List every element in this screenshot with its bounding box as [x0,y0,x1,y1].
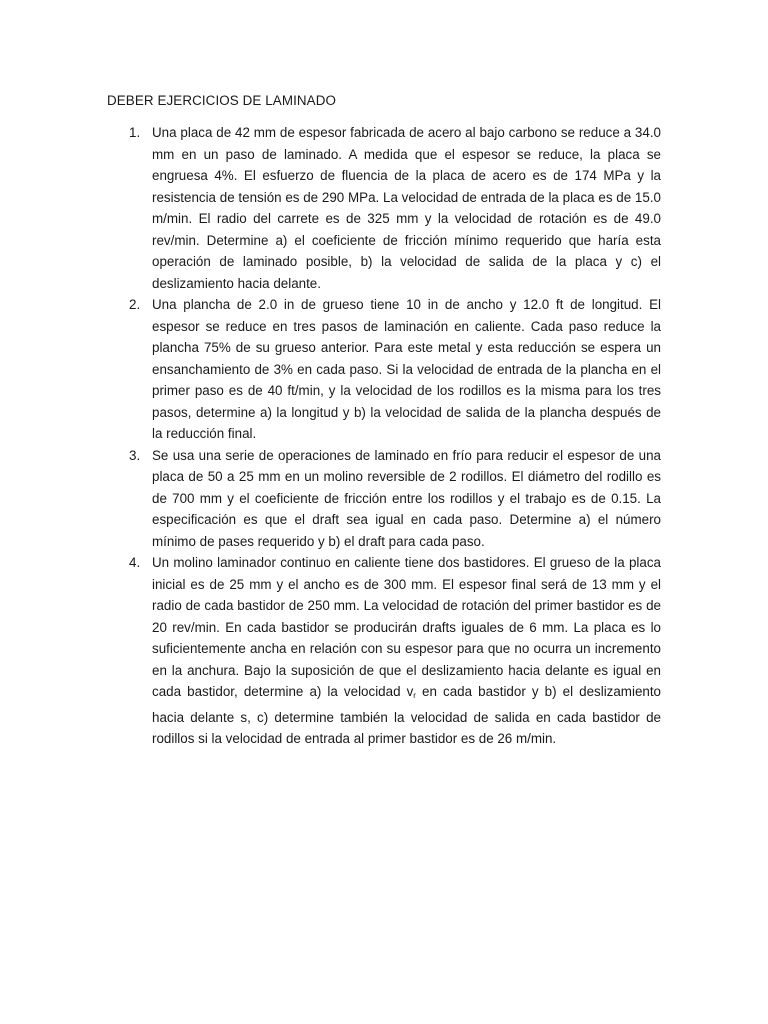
exercise-number: 1. [129,125,141,140]
exercise-number: 3. [129,447,141,463]
exercise-item-2 [107,294,661,445]
exercise-text-part: en cada bastidor y b) el deslizamiento hacia delante s, c) determine también la velocidad de salida en cada bastidor de rodillos si la velocidad de entrada al primer bastidor es de 26 m/min. [152,684,662,746]
velocity-subscript: r [413,691,416,700]
exercise-text [152,552,661,750]
exercise-number: 4. [129,555,141,570]
exercise-text: Una placa de 42 mm de espesor fabricada de acero al bajo carbono se reduce a 34.0 mm en un paso de laminado. A medida que el espesor se reduce, la placa se engruesa 4%. El esfuerzo de fluencia de la placa de acero es de 174 MPa y la resistencia de tensión es de 290 MPa. La velocidad de entrada de la placa es de 15.0 m/min. El radio del carrete es de 325 mm y la velocidad de rotación es de 49.0 rev/min. Determine a) el coeficiente de fricción mínimo requerido que haría esta operación de laminado posible, b) la velocidad de salida de la placa y c) el deslizamiento hacia delante. [152,125,661,291]
exercise-text: Una plancha de 2.0 in de grueso tiene 10 in de ancho y 12.0 ft de longitud. El espesor se reduce en tres pasos de laminación en caliente. Cada paso reduce la plancha 75% de su grueso anterior. Para este metal y esta reducción se espera un ensanchamiento de 3% en cada paso. Si la velocidad de entrada de la plancha en el primer paso es de 40 ft/min, y la velocidad de los rodillos es la misma para los tres pasos, determine a) la longitud y b) la velocidad de salida de la plancha después de la reducción final. [152,297,661,441]
exercise-item-3 [107,445,661,553]
exercise-text: Se usa una serie de operaciones de laminado en frío para reducir el espesor de una placa de 50 a 25 mm en un molino reversible de 2 rodillos. El diámetro del rodillo es de 700 mm y el coeficiente de fricción entre los rodillos y el trabajo es de 0.15. La especificación es que el draft sea igual en cada paso. Determine a) el número mínimo de pases requerido y b) el draft para cada paso. [152,447,661,549]
document-title: DEBER EJERCICIOS DE LAMINADO [107,93,336,108]
exercise-item-1 [107,122,661,294]
exercise-number: 2. [129,297,141,312]
exercise-list [107,122,661,750]
exercise-item-4 [107,552,661,750]
exercise-text-part: Un molino laminador continuo en caliente tiene dos bastidores. El grueso de la placa inicial es de 25 mm y el ancho es de 300 mm. El espesor final será de 13 mm y el radio de cada bastidor de 250 mm. La velocidad de rotación del primer bastidor es de 20 rev/min. En cada bastidor se producirán drafts iguales de 6 mm. La placa es lo suficientemente ancha en relación con su espesor para que no ocurra un incremento en la anchura. Bajo la suposición de que el deslizamiento hacia delante es igual en cada bastidor, determine a) la velocidad v [152,555,661,699]
